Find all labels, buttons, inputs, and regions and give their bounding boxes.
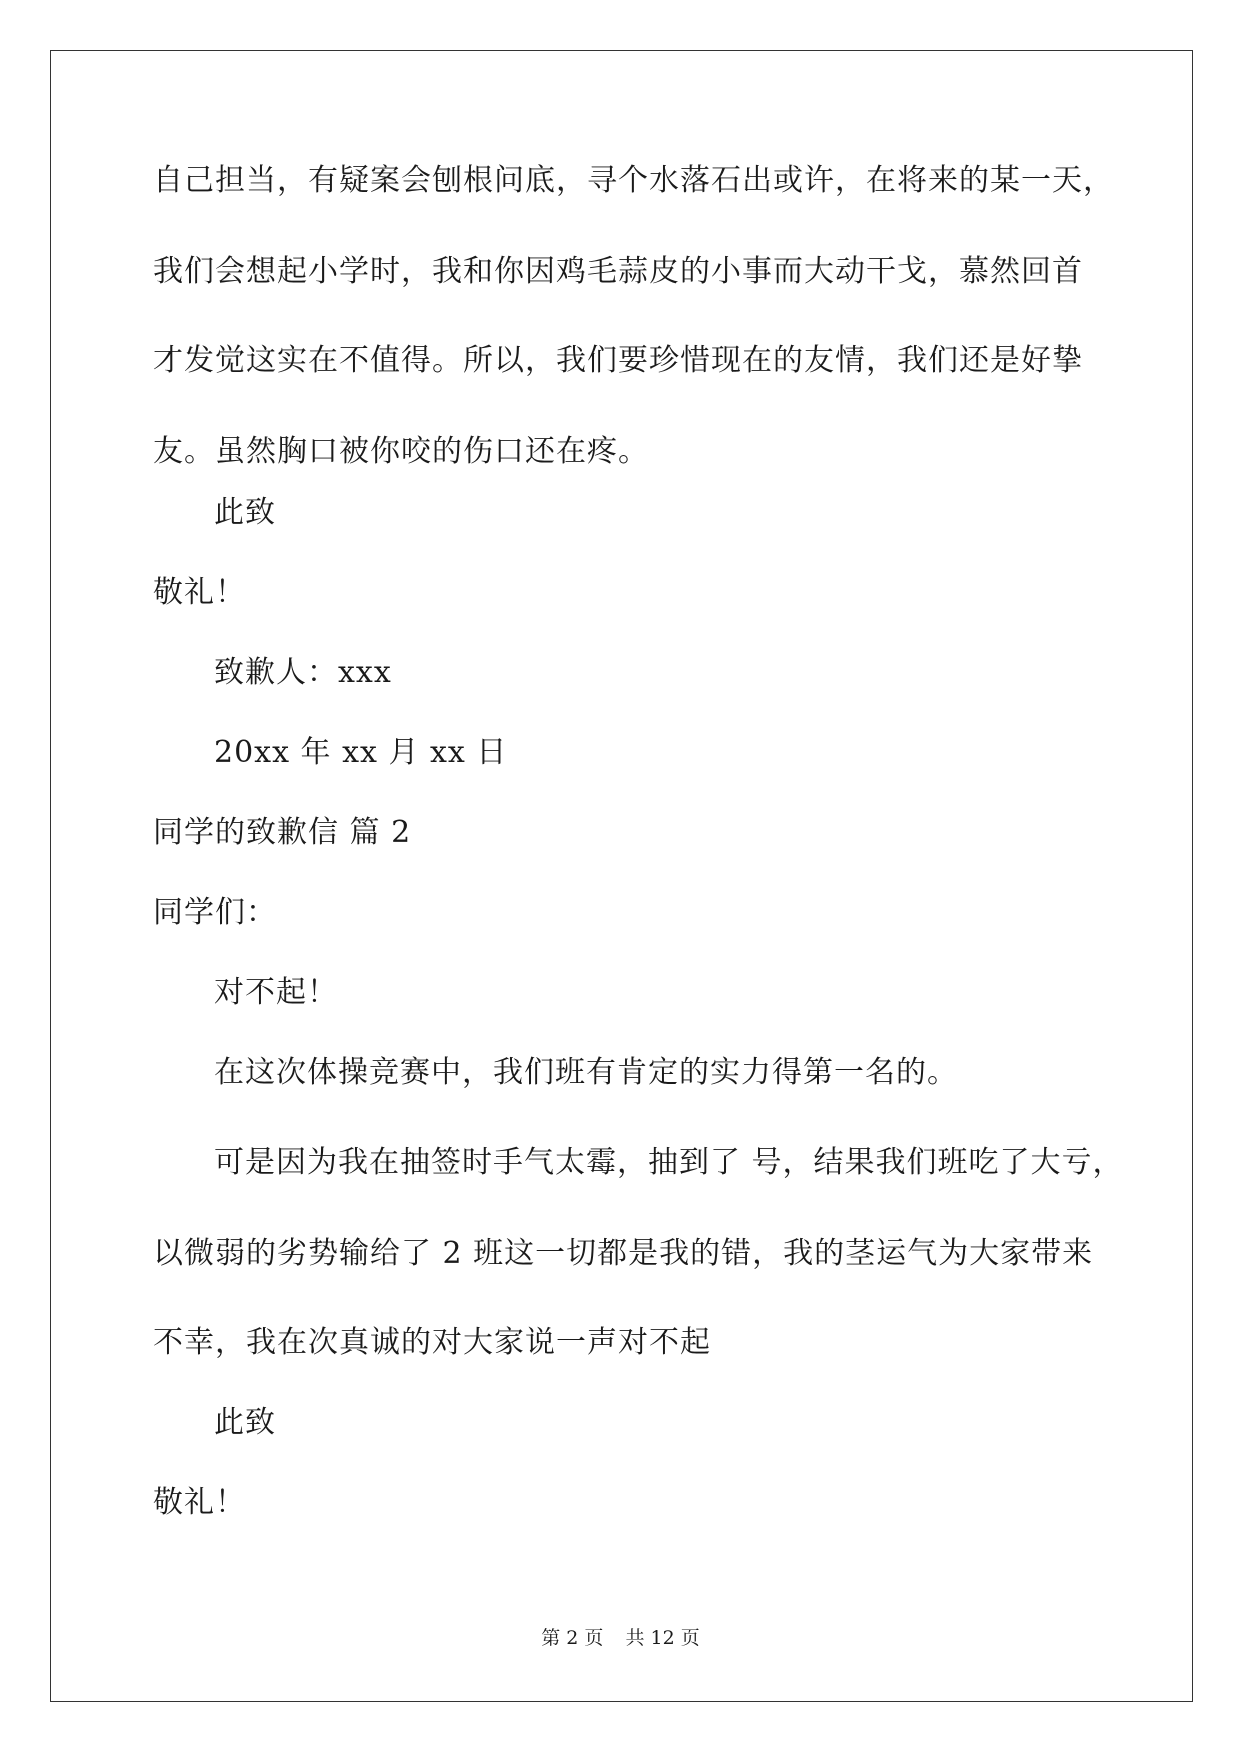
- text-line: 自己担当，有疑案会刨根问底，寻个水落石出或许，在将来的某一天，: [153, 163, 1114, 198]
- signature-line: 致歉人：xxx: [214, 655, 392, 690]
- text-line: 友。虽然胸口被你咬的伤口还在疼。: [153, 434, 649, 469]
- text-line: 不幸，我在次真诚的对大家说一声对不起: [153, 1325, 711, 1360]
- closing-regards: 敬礼！: [153, 575, 246, 610]
- text-line: 在这次体操竞赛中，我们班有肯定的实力得第一名的。: [214, 1055, 958, 1090]
- date-line: 20xx 年 xx 月 xx 日: [214, 735, 508, 770]
- section-heading: 同学的致歉信 篇 2: [153, 815, 412, 850]
- greeting-line: 同学们：: [153, 895, 277, 930]
- closing-regards: 敬礼！: [153, 1485, 246, 1520]
- closing-salutation: 此致: [214, 1405, 276, 1440]
- text-line: 以微弱的劣势输给了 2 班这一切都是我的错，我的茎运气为大家带来: [153, 1236, 1094, 1271]
- page-total: 共 12 页: [625, 1627, 700, 1649]
- text-line: 我们会想起小学时，我和你因鸡毛蒜皮的小事而大动干戈，慕然回首: [153, 254, 1083, 289]
- text-line: 才发觉这实在不值得。所以，我们要珍惜现在的友情，我们还是好挚: [153, 343, 1083, 378]
- closing-salutation: 此致: [214, 495, 276, 530]
- page-border: [50, 50, 1193, 1702]
- page-number: 第 2 页: [541, 1627, 604, 1649]
- page-footer: [0, 1626, 1241, 1650]
- text-line: 可是因为我在抽签时手气太霉，抽到了 号，结果我们班吃了大亏，: [214, 1145, 1124, 1180]
- text-line: 对不起！: [214, 975, 338, 1010]
